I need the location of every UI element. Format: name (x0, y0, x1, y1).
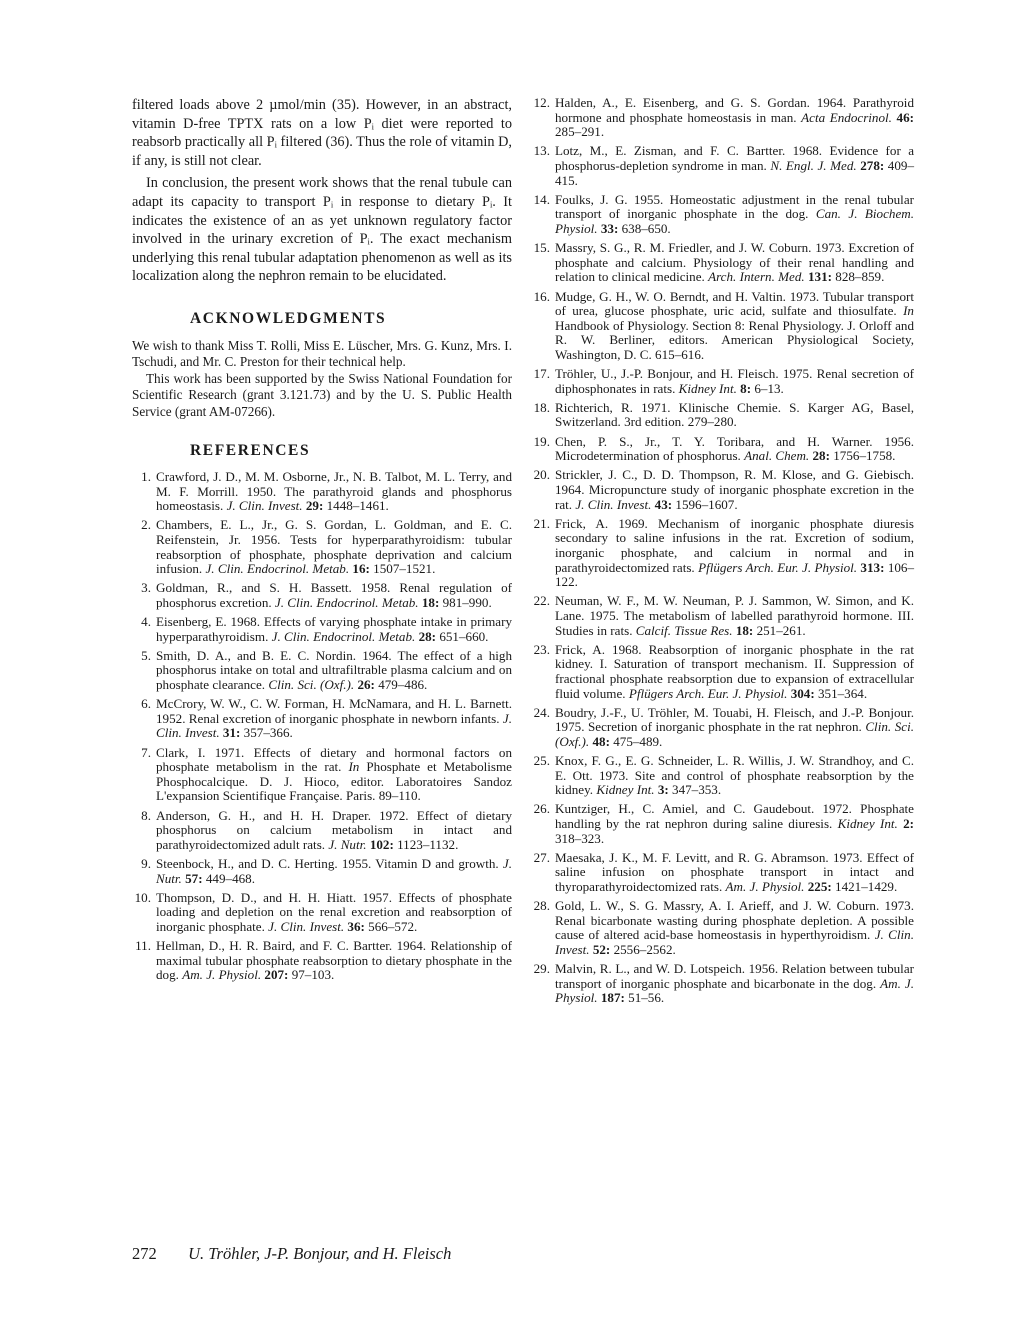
page-number: 272 (132, 1244, 157, 1263)
reference-number: 29. (533, 961, 550, 977)
reference-journal: In (903, 303, 914, 319)
reference-pages: 357–366. (243, 725, 293, 741)
reference-pages: 981–990. (442, 594, 492, 610)
reference-volume: 131: (807, 269, 832, 285)
reference-pages: 97–103. (291, 967, 335, 983)
reference-item (530, 193, 914, 237)
reference-pages: 479–486. (378, 677, 428, 693)
reference-journal: Am. J. Physiol. (555, 975, 915, 1006)
reference-volume: 102: (369, 836, 394, 852)
left-column (132, 96, 512, 983)
reference-journal: J. Nutr. (328, 836, 367, 852)
reference-journal: Kidney Int. (596, 782, 655, 798)
reference-number: 10. (134, 889, 151, 905)
reference-volume: 31: (222, 725, 241, 741)
reference-pages: 347–353. (672, 782, 722, 798)
reference-number: 15. (533, 240, 550, 256)
reference-pages: 1507–1521. (373, 561, 436, 577)
body-paragraph: filtered loads above 2 µmol/min (35). However, in an abstract, vitamin D-free TPTX rats on a low Pᵢ diet were reported to reabsorb practically all Pᵢ filtered (36). Thus the role of vitamin D, if any, is still not clear. (132, 97, 512, 169)
reference-volume: 304: (790, 685, 815, 701)
reference-number: 3. (141, 580, 151, 596)
reference-volume: 26: (357, 677, 375, 693)
reference-text: Massry, S. G., R. M. Friedler, and J. W. Coburn. 1973. Excretion of phosphate and calcium. Physiology of their renal handling and relation to clinical medicine. (555, 240, 914, 285)
reference-item (132, 939, 512, 983)
reference-text: Knox, F. G., E. G. Schneider, L. R. Willis, J. W. Strandhoy, and C. E. Ott. 1973. Site and control of phosphate reabsorption by the kidney. (555, 753, 914, 798)
reference-journal: J. Clin. Invest. (575, 496, 652, 512)
reference-volume: 2: (903, 816, 914, 832)
reference-item (530, 468, 914, 512)
reference-text: Goldman, R., and S. H. Bassett. 1958. Renal regulation of phosphorus excretion. (156, 580, 512, 610)
reference-number: 22. (533, 593, 550, 609)
reference-volume: 16: (352, 561, 370, 577)
reference-list-left (132, 470, 512, 983)
reference-pages: 1123–1132. (397, 836, 459, 852)
reference-journal: Calcif. Tissue Res. (635, 622, 733, 638)
reference-pages: 106–122. (555, 559, 914, 590)
reference-item (132, 518, 512, 576)
reference-journal: Kidney Int. (837, 816, 898, 832)
reference-item (132, 470, 512, 514)
reference-number: 19. (533, 433, 550, 449)
reference-item (530, 401, 914, 430)
reference-pages: 285–291. (555, 124, 605, 140)
reference-number: 23. (533, 641, 550, 657)
reference-pages: 51–56. (628, 990, 665, 1006)
reference-text: Tröhler, U., J.-P. Bonjour, and H. Fleisch. 1975. Renal secretion of diphosphonates in rats. (555, 366, 914, 396)
reference-item (530, 754, 914, 798)
reference-volume: 28: (418, 628, 437, 644)
reference-number: 25. (533, 753, 550, 769)
reference-pages: 351–364. (817, 685, 868, 701)
reference-text: Richterich, R. 1971. Klinische Chemie. S. Karger AG, Basel, Switzerland. 3rd edition. 279–280. (555, 399, 914, 430)
reference-item (530, 802, 914, 846)
acknowledgment-paragraph: We wish to thank Miss T. Rolli, Miss E. Lüscher, Mrs. G. Kunz, Mrs. I. Tschudi, and Mr. C. Preston for their technical help. (132, 337, 512, 370)
reference-journal: Pflügers Arch. Eur. J. Physiol. (628, 685, 788, 701)
references-heading: REFERENCES (190, 441, 311, 459)
reference-journal: Am. J. Physiol. (725, 879, 805, 894)
reference-text: Frick, A. 1969. Mechanism of inorganic phosphate diuresis secondary to saline infusions in the rat. Excretion of sodium, inorganic phosphate, and calcium in normal and in parathyroidectomized rats. (555, 515, 914, 575)
reference-text: Gold, L. W., S. G. Massry, A. I. Arieff, and J. W. Coburn. 1973. Renal bicarbonate wasting during phosphate depletion. A possible cause of altered acid-base homeostasis in hyperthyroidism. (555, 898, 914, 943)
reference-number: 17. (533, 366, 550, 382)
reference-text: Boudry, J.-F., U. Tröhler, M. Touabi, H. Fleisch, and J.-P. Bonjour. 1975. Secretion of inorganic phosphate in the rat nephron. (555, 704, 914, 735)
reference-text: Mudge, G. H., W. O. Berndt, and H. Valtin. 1973. Tubular transport of urea, glucose phosphate, uric acid, sulfate and thiosulfate. (555, 288, 914, 319)
reference-item (530, 851, 914, 895)
running-authors: U. Tröhler, J-P. Bonjour, and H. Fleisch (188, 1244, 452, 1263)
reference-journal: Pflügers Arch. Eur. J. Physiol. (698, 559, 858, 575)
reference-text: Chen, P. S., Jr., T. Y. Toribara, and H. Warner. 1956. Microdetermination of phosphorus. (555, 433, 914, 464)
reference-number: 2. (141, 517, 151, 533)
reference-text: Frick, A. 1968. Reabsorption of inorganic phosphate in the rat kidney. I. Saturation of transport mechanism. II. Suppression of fractional phosphate reabsorption due to expansion of extracellular fluid volume. (555, 641, 914, 701)
reference-journal: Clin. Sci. (Oxf.). (268, 677, 355, 693)
reference-item (530, 706, 914, 750)
reference-number: 4. (141, 614, 151, 630)
reference-pages: 566–572. (368, 918, 418, 934)
reference-volume: 278: (860, 157, 885, 173)
reference-journal: Arch. Intern. Med. (708, 269, 805, 285)
reference-text: Chambers, E. L., Jr., G. S. Gordan, L. Goldman, and E. C. Reifenstein, Jr. 1956. Tests for hyperparathyroidism: tubular reabsorption of phosphate, phosphate deprivation and calcium infusion. (156, 517, 512, 577)
reference-volume: 57: (185, 870, 203, 886)
reference-pages: 251–261. (756, 622, 806, 638)
reference-text: Kuntziger, H., C. Amiel, and C. Gaudebout. 1972. Phosphate handling by the rat nephron during saline diuresis. (555, 801, 914, 832)
reference-number: 21. (533, 515, 550, 531)
reference-journal: J. Nutr. (156, 855, 513, 886)
reference-pages: 1448–1461. (326, 498, 389, 514)
reference-number: 27. (533, 849, 550, 865)
reference-pages: 651–660. (439, 628, 489, 644)
reference-number: 16. (533, 288, 550, 304)
reference-journal: J. Clin. Invest. (268, 918, 345, 934)
reference-item (132, 697, 512, 741)
reference-text: Crawford, J. D., M. M. Osborne, Jr., N. B. Talbot, M. L. Terry, and M. F. Morrill. 1950. The parathyroid glands and phosphorus homeostasis. (156, 468, 512, 514)
reference-pages: 1596–1607. (675, 496, 738, 512)
reference-pages: 318–323. (555, 830, 605, 846)
reference-volume: 48: (592, 733, 610, 749)
reference-journal: J. Clin. Invest. (226, 498, 303, 514)
reference-number: 11. (135, 938, 151, 954)
reference-number: 18. (533, 399, 550, 415)
reference-item (530, 367, 914, 396)
reference-text: Hellman, D., H. R. Baird, and F. C. Bartter. 1964. Relationship of maximal tubular phosphate reabsorption to dietary phosphate in the dog. (156, 938, 512, 983)
reference-text: Lotz, M., E. Zisman, and F. C. Bartter. 1968. Evidence for a phosphorus-depletion syndrome in man. (555, 143, 914, 173)
reference-item (132, 857, 512, 886)
reference-number: 12. (533, 95, 550, 110)
reference-journal: Can. J. Biochem. Physiol. (555, 206, 914, 236)
reference-number: 7. (141, 744, 151, 760)
reference-text: Malvin, R. L., and W. D. Lotspeich. 1956. Relation between tubular transport of inorganic phosphate and bicarbonate in the dog. (555, 961, 914, 991)
reference-pages: 409–415. (555, 157, 914, 188)
reference-journal: In (348, 759, 360, 775)
reference-number: 26. (533, 801, 550, 817)
reference-journal: J. Clin. Endocrinol. Metab. (271, 628, 416, 644)
reference-pages: Handbook of Physiology. Section 8: Renal Physiology. J. Orloff and R. W. Berliner, editors. American Physiological Society, Washington, D. C. 615–616. (555, 317, 914, 362)
reference-journal: J. Clin. Invest. (555, 927, 914, 957)
reference-journal: Anal. Chem. (744, 448, 810, 464)
reference-text: Maesaka, J. K., M. F. Levitt, and R. G. Abramson. 1973. Effect of saline infusion on phosphate transport in intact and thyroparathyroidectomized rats. (555, 849, 914, 894)
reference-item (132, 615, 512, 644)
right-column (530, 96, 914, 1006)
reference-item (132, 891, 512, 935)
reference-number: 1. (141, 468, 151, 484)
reference-journal: Am. J. Physiol. (182, 967, 262, 983)
reference-text: Neuman, W. F., M. W. Neuman, P. J. Sammon, W. Simon, and K. Lane. 1975. The metabolism of labelled parathyroid hormone. III. Studies in rats. (555, 593, 914, 638)
reference-text: Steenbock, H., and D. C. Herting. 1955. Vitamin D and growth. (156, 855, 499, 871)
reference-item (530, 144, 914, 188)
reference-volume: 8: (740, 380, 752, 396)
reference-volume: 18: (421, 594, 440, 610)
reference-text: Eisenberg, E. 1968. Effects of varying phosphate intake in primary hyperparathyroidism. (156, 614, 512, 644)
reference-text: Smith, D. A., and B. E. C. Nordin. 1964. The effect of a high phosphorus intake on total and ultrafiltrable plasma calcium and on phosphate clearance. (156, 647, 512, 693)
reference-pages: 638–650. (621, 220, 671, 236)
reference-pages: Phosphate et Metabolisme Phosphocalcique. D. J. Hioco, editor. Laboratoires Sandoz L'expansion Scientifique Française. Paris. 89–110. (156, 759, 512, 804)
acknowledgment-paragraph: This work has been supported by the Swiss National Foundation for Scientific Research (grant 3.121.73) and by the U. S. Public Health Service (grant AM-07266). (132, 370, 512, 419)
reference-pages: 6–13. (754, 380, 784, 396)
reference-volume: 33: (600, 220, 619, 236)
reference-journal: J. Clin. Endocrinol. Metab. (205, 561, 350, 577)
reference-volume: 313: (860, 559, 885, 575)
reference-item (530, 96, 914, 140)
reference-pages: 2556–2562. (613, 941, 676, 957)
reference-pages: 828–859. (835, 269, 885, 285)
reference-number: 6. (141, 696, 151, 712)
reference-item (530, 643, 914, 701)
reference-item (530, 435, 914, 464)
reference-item (530, 241, 914, 285)
reference-number: 13. (533, 143, 550, 159)
reference-item (132, 581, 512, 610)
reference-volume: 28: (812, 448, 830, 464)
reference-item (530, 594, 914, 638)
reference-volume: 29: (305, 498, 324, 514)
reference-number: 20. (533, 467, 550, 483)
reference-volume: 46: (896, 109, 915, 125)
reference-list-right (530, 96, 914, 1006)
reference-volume: 187: (600, 990, 625, 1006)
reference-journal: Acta Endocrinol. (801, 109, 892, 125)
reference-volume: 18: (735, 622, 754, 638)
reference-item (530, 962, 914, 1006)
reference-pages: 1421–1429. (835, 879, 898, 894)
reference-volume: 43: (654, 496, 673, 512)
reference-pages: 475–489. (613, 733, 663, 749)
acknowledgments-heading: ACKNOWLEDGMENTS (190, 309, 387, 327)
reference-text: McCrory, W. W., C. W. Forman, H. McNamara, and H. L. Barnett. 1952. Renal excretion of inorganic phosphate in newborn infants. (156, 696, 512, 726)
reference-pages: 449–468. (205, 870, 255, 886)
reference-journal: Kidney Int. (678, 380, 737, 396)
reference-pages: 1756–1758. (833, 448, 896, 464)
reference-text: Clark, I. 1971. Effects of dietary and hormonal factors on phosphate metabolism in the rat. (156, 744, 512, 775)
reference-volume: 36: (347, 918, 365, 934)
reference-volume: 3: (657, 782, 669, 798)
reference-number: 9. (141, 855, 151, 871)
reference-text: Strickler, J. C., D. D. Thompson, R. M. Klose, and G. Giebisch. 1964. Micropuncture study of inorganic phosphate excretion in the rat. (555, 467, 914, 512)
reference-text: Anderson, G. H., and H. H. Draper. 1972. Effect of dietary phosphorus on calcium metabolism in intact and parathyroidectomized adult rats. (156, 807, 512, 852)
reference-journal: J. Clin. Endocrinol. Metab. (274, 594, 419, 610)
reference-item (132, 649, 512, 693)
reference-number: 14. (533, 191, 550, 207)
reference-item (132, 746, 512, 804)
reference-volume: 225: (807, 879, 832, 894)
reference-number: 5. (141, 647, 151, 663)
reference-item (530, 517, 914, 590)
reference-number: 24. (533, 704, 550, 720)
reference-text: Halden, A., E. Eisenberg, and G. S. Gordan. 1964. Parathyroid hormone and phosphate homeostasis in man. (555, 95, 914, 125)
reference-text: Foulks, J. G. 1955. Homeostatic adjustment in the renal tubular transport of inorganic phosphate in the dog. (555, 191, 914, 222)
reference-text: Thompson, D. D., and H. H. Hiatt. 1957. Effects of phosphate loading and depletion on the renal excretion and reabsorption of inorganic phosphate. (156, 889, 512, 934)
reference-item (132, 809, 512, 853)
reference-journal: Clin. Sci. (Oxf.). (555, 719, 914, 749)
reference-item (530, 899, 914, 957)
page-footer (132, 1244, 451, 1264)
reference-number: 28. (533, 898, 550, 914)
reference-volume: 207: (264, 967, 289, 983)
reference-journal: J. Clin. Invest. (156, 710, 512, 741)
reference-volume: 52: (592, 941, 611, 957)
reference-item (530, 290, 914, 363)
reference-journal: N. Engl. J. Med. (770, 157, 857, 173)
reference-number: 8. (141, 807, 151, 823)
body-paragraph: In conclusion, the present work shows that the renal tubule can adapt its capacity to transport Pᵢ in response to dietary Pᵢ. It indicates the existence of an as yet unknown regulatory factor involved in the urinary excretion of Pᵢ. The exact mechanism underlying this renal tubular adaptation phenomenon as well as its localization along the nephron remain to be elucidated. (132, 175, 512, 285)
